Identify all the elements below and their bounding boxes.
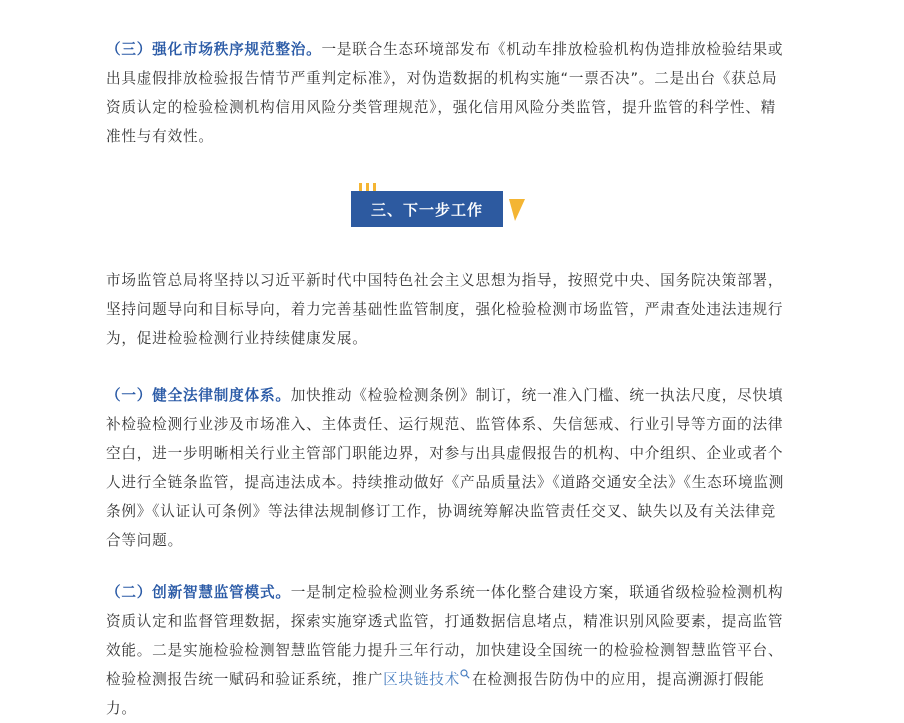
banner-triangle-icon (507, 199, 525, 221)
section-title: 三、下一步工作 (370, 200, 483, 219)
paragraph-body: 市场监管总局将坚持以习近平新时代中国特色社会主义思想为指导，按照党中央、国务院决策部署，坚持问题导向和目标导向，着力完善基础性监管制度，强化检验检测市场监管，严肃查处违法违规行为，促进检验检测行业持续健康发展。 (106, 272, 784, 347)
paragraph-body-before: 一是制定检验检测业务系统一体化整合建设方案，联通省级检验检测机构资质认定和监督管理数据，探索实施穿透式监管，打通数据信息堵点，精准识别风险要素，提高监管效能。二是实施检验检测智慧监管能力提升三年行动，加快建设全国统一的检验检测智慧监管平台、检验检测报告统一赋码和验证系统，推广 (106, 584, 784, 688)
paragraph-body-after: 在检测报告防伪中的应用，提高溯源打假能力。 (106, 671, 765, 717)
paragraph-next-steps-intro (106, 266, 788, 353)
paragraph-market-order (106, 35, 788, 151)
paragraph-heading: （二）创新智慧监管模式。 (106, 584, 291, 601)
paragraph-body: 一是联合生态环境部发布《机动车排放检验机构伪造排放检验结果或出具虚假排放检验报告情节严重判定标准》，对伪造数据的机构实施“一票否决”。二是出台《获总局资质认定的检验检测机构信用风险分类管理规范》，强化信用风险分类监管，提升监管的科学性、精准性与有效性。 (106, 41, 784, 145)
section-banner (351, 183, 526, 231)
search-icon[interactable] (460, 669, 470, 679)
blockchain-link[interactable]: 区块链技术 (383, 671, 461, 688)
paragraph-smart-supervision (106, 578, 788, 723)
paragraph-legal-system (106, 381, 788, 555)
paragraph-body: 加快推动《检验检测条例》制订，统一准入门槛、统一执法尺度，尽快填补检验检测行业涉及市场准入、主体责任、运行规范、监管体系、失信惩戒、行业引导等方面的法律空白，进一步明晰相关行业主管部门职能边界，对参与出具虚假报告的机构、中介组织、企业或者个人进行全链条监管，提高违法成本。持续推动做好《产品质量法》《道路交通安全法》《生态环境监测条例》《认证认可条例》等法律法规制修订工作，协调统筹解决监管责任交叉、缺失以及有关法律竞合等问题。 (106, 387, 785, 549)
paragraph-heading: （三）强化市场秩序规范整治。 (106, 41, 322, 58)
paragraph-heading: （一）健全法律制度体系。 (106, 387, 291, 404)
